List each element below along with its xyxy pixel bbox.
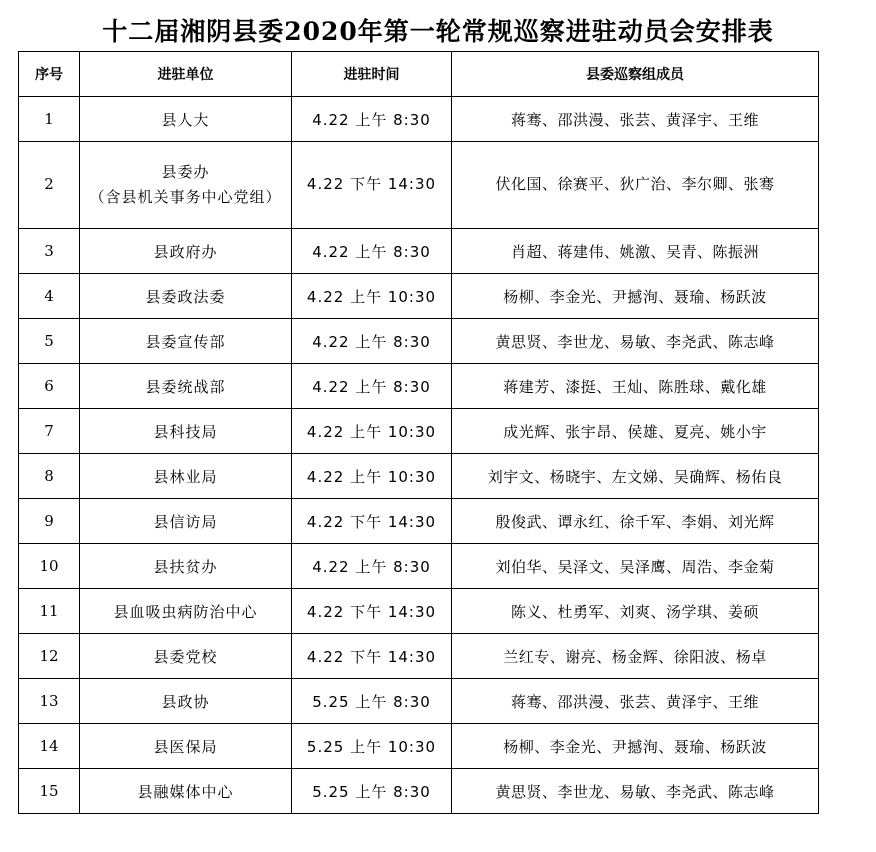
- row-members: 杨柳、李金光、尹撼洵、聂瑜、杨跃波: [452, 274, 819, 319]
- row-time: 5.25 上午 8:30: [292, 769, 452, 814]
- row-unit: 县委宣传部: [80, 319, 292, 364]
- row-members: 成光辉、张宇昂、侯雄、夏亮、姚小宇: [452, 409, 819, 454]
- document-title: 十二届湘阴县委2020年第一轮常规巡察进驻动员会安排表: [102, 17, 774, 46]
- row-time: 4.22 下午 14:30: [292, 634, 452, 679]
- table-row: [19, 499, 819, 544]
- row-time: 4.22 上午 8:30: [292, 97, 452, 142]
- row-unit: 县委党校: [80, 634, 292, 679]
- row-unit: 县林业局: [80, 454, 292, 499]
- table-header-row: [19, 52, 819, 97]
- row-members: 黄思贤、李世龙、易敏、李尧武、陈志峰: [452, 319, 819, 364]
- row-unit: 县人大: [80, 97, 292, 142]
- row-seq: 5: [19, 319, 80, 364]
- table-row: [19, 142, 819, 229]
- row-unit: 县委政法委: [80, 274, 292, 319]
- row-unit: 县委统战部: [80, 364, 292, 409]
- row-unit-note: （含县机关事务中心党组）: [89, 188, 282, 206]
- row-unit: 县血吸虫病防治中心: [80, 589, 292, 634]
- row-time: 5.25 上午 10:30: [292, 724, 452, 769]
- header-unit: 进驻单位: [80, 52, 292, 97]
- row-unit-cell: [80, 142, 292, 229]
- row-time: 4.22 上午 10:30: [292, 454, 452, 499]
- row-members: 陈义、杜勇军、刘爽、汤学琪、姜硕: [452, 589, 819, 634]
- row-time: 4.22 上午 8:30: [292, 229, 452, 274]
- row-members: 兰红专、谢亮、杨金辉、徐阳波、杨卓: [452, 634, 819, 679]
- row-members: 殷俊武、谭永红、徐千军、李娟、刘光辉: [452, 499, 819, 544]
- row-seq: 10: [19, 544, 80, 589]
- row-seq: 13: [19, 679, 80, 724]
- row-seq: 12: [19, 634, 80, 679]
- table-row: [19, 634, 819, 679]
- table-row: [19, 409, 819, 454]
- row-time: 4.22 上午 10:30: [292, 274, 452, 319]
- row-members: 蒋骞、邵洪漫、张芸、黄泽宇、王维: [452, 97, 819, 142]
- table-row: [19, 274, 819, 319]
- row-unit: 县政府办: [80, 229, 292, 274]
- row-seq: 6: [19, 364, 80, 409]
- row-seq: 3: [19, 229, 80, 274]
- row-time: 4.22 下午 14:30: [292, 589, 452, 634]
- row-members: 刘伯华、吴泽文、吴泽鹰、周浩、李金菊: [452, 544, 819, 589]
- row-seq: 2: [19, 142, 80, 229]
- row-unit: 县医保局: [80, 724, 292, 769]
- row-seq: 15: [19, 769, 80, 814]
- table-row: [19, 589, 819, 634]
- row-time: 4.22 上午 10:30: [292, 409, 452, 454]
- table-row: [19, 769, 819, 814]
- schedule-table: [18, 51, 819, 814]
- table-row: [19, 364, 819, 409]
- header-time: 进驻时间: [292, 52, 452, 97]
- row-seq: 14: [19, 724, 80, 769]
- row-unit: 县扶贫办: [80, 544, 292, 589]
- table-row: [19, 97, 819, 142]
- row-time: 4.22 下午 14:30: [292, 142, 452, 229]
- table-row: [19, 319, 819, 364]
- row-seq: 9: [19, 499, 80, 544]
- row-members: 蒋骞、邵洪漫、张芸、黄泽宇、王维: [452, 679, 819, 724]
- table-row: [19, 454, 819, 499]
- row-unit: 县政协: [80, 679, 292, 724]
- row-time: 4.22 上午 8:30: [292, 364, 452, 409]
- row-members: 伏化国、徐赛平、狄广治、李尔卿、张骞: [452, 142, 819, 229]
- header-seq: 序号: [19, 52, 80, 97]
- table-row: [19, 679, 819, 724]
- row-members: 刘宇文、杨晓宇、左文娣、吴确辉、杨佑良: [452, 454, 819, 499]
- row-seq: 4: [19, 274, 80, 319]
- row-members: 蒋建芳、漆挺、王灿、陈胜球、戴化雄: [452, 364, 819, 409]
- row-unit: 县委办: [161, 162, 210, 181]
- row-time: 4.22 下午 14:30: [292, 499, 452, 544]
- row-time: 4.22 上午 8:30: [292, 319, 452, 364]
- table-row: [19, 229, 819, 274]
- header-members: 县委巡察组成员: [452, 52, 819, 97]
- table-row: [19, 544, 819, 589]
- row-members: 肖超、蒋建伟、姚激、吴青、陈振洲: [452, 229, 819, 274]
- row-seq: 1: [19, 97, 80, 142]
- table-row: [19, 724, 819, 769]
- row-time: 4.22 上午 8:30: [292, 544, 452, 589]
- row-seq: 8: [19, 454, 80, 499]
- row-unit: 县科技局: [80, 409, 292, 454]
- row-seq: 11: [19, 589, 80, 634]
- row-unit: 县融媒体中心: [80, 769, 292, 814]
- row-members: 黄思贤、李世龙、易敏、李尧武、陈志峰: [452, 769, 819, 814]
- row-time: 5.25 上午 8:30: [292, 679, 452, 724]
- row-members: 杨柳、李金光、尹撼洵、聂瑜、杨跃波: [452, 724, 819, 769]
- row-unit: 县信访局: [80, 499, 292, 544]
- row-seq: 7: [19, 409, 80, 454]
